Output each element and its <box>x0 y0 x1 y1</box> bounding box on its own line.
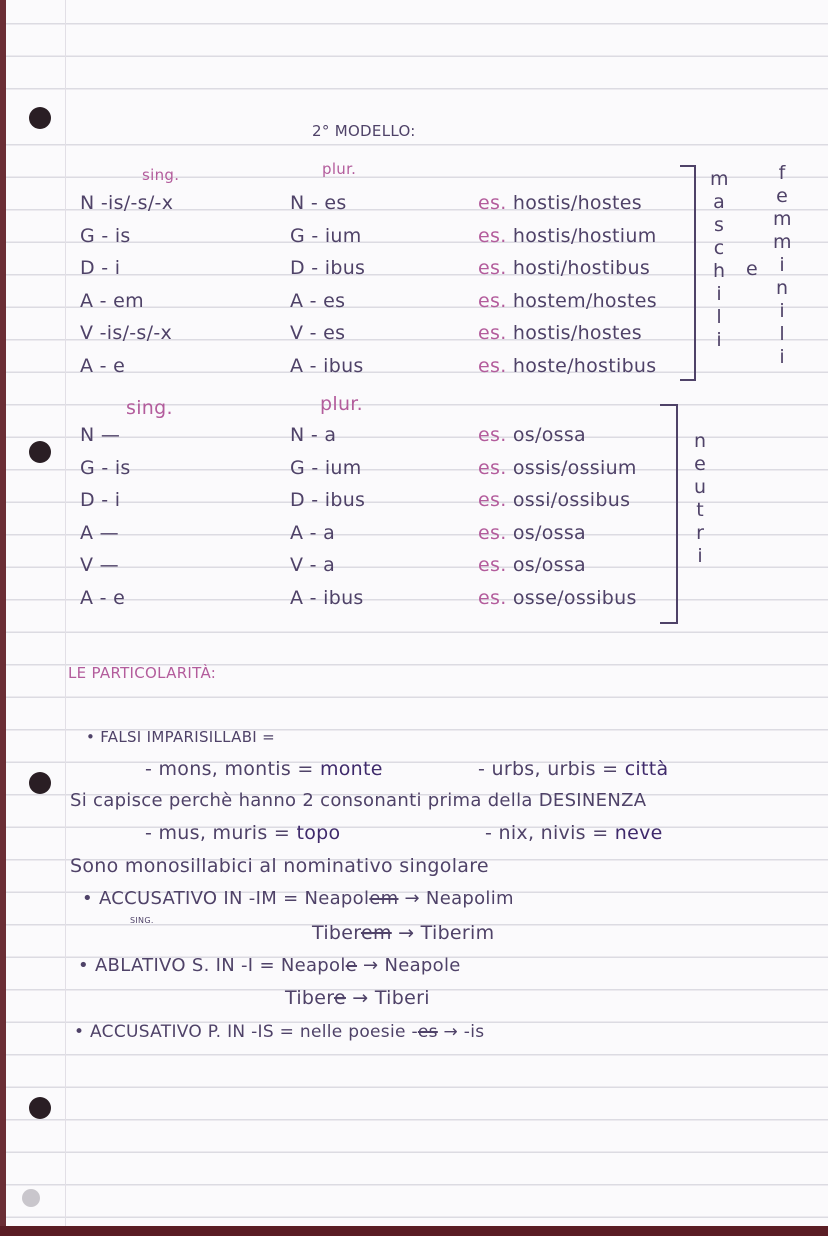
example-meaning: neve <box>614 822 663 844</box>
plur-header: plur. <box>322 160 357 178</box>
crossed-out: e <box>345 955 358 976</box>
bracket <box>660 404 678 624</box>
example <box>478 424 586 446</box>
example-meaning: monte <box>319 758 383 780</box>
plur-ending: G - ium <box>290 456 362 479</box>
example-label: es. <box>478 322 507 345</box>
plur-ending: A - ibus <box>290 587 364 609</box>
example <box>478 355 656 377</box>
example-label: es. <box>478 355 507 377</box>
sing-ending: N -is/-s/-x <box>80 192 174 214</box>
bracket <box>680 165 696 381</box>
gender-and: e <box>746 258 758 280</box>
page-title: 2° MODELLO: <box>312 122 416 140</box>
example-label: es. <box>478 224 507 247</box>
rule-result: → -is <box>437 1022 485 1042</box>
crossed-out: es <box>417 1022 438 1042</box>
sing-ending: A — <box>80 521 119 544</box>
example-word: ossi/ossibus <box>512 489 631 512</box>
section-heading: LE PARTICOLARITÀ: <box>68 664 217 682</box>
example-label: es. <box>478 192 507 214</box>
sing-ending: V — <box>80 554 119 577</box>
example-word: ossis/ossium <box>512 456 637 479</box>
sing-note: SING. <box>130 916 154 925</box>
example-word: hostem/hostes <box>512 289 657 312</box>
sing-ending: G - is <box>80 456 131 479</box>
rule-result: → Neapole <box>357 955 461 976</box>
plur-ending: G - ium <box>290 224 362 247</box>
example-label: es. <box>478 424 507 446</box>
sing-ending: D - i <box>80 489 121 512</box>
example-label: es. <box>478 456 507 479</box>
example <box>478 587 637 609</box>
example <box>478 489 630 511</box>
binder-hole <box>29 1097 51 1119</box>
gender-maschili: m a s c h i l i <box>710 168 729 351</box>
rule-result: → Neapolim <box>398 888 514 909</box>
example-label: es. <box>478 554 507 577</box>
plur-ending: A - ibus <box>290 355 364 377</box>
example <box>478 192 642 214</box>
sing-header: sing. <box>142 166 180 184</box>
margin-line <box>65 0 66 1226</box>
plur-ending: N - a <box>290 424 337 446</box>
crossed-out: em <box>369 888 399 909</box>
binder-hole <box>22 1189 40 1207</box>
rule-text: • ACCUSATIVO IN -IM = Neapol <box>82 888 370 909</box>
crossed-out: em <box>360 922 392 944</box>
example-meaning: città <box>624 758 669 780</box>
example-label: es. <box>478 489 507 512</box>
example-word: hostis/hostes <box>512 192 642 214</box>
example <box>478 257 650 279</box>
example-text: - urbs, urbis = <box>478 758 625 780</box>
binder-hole <box>29 441 51 463</box>
plur-ending: A - a <box>290 521 336 544</box>
plur-ending: D - ibus <box>290 257 366 280</box>
plur-ending: N - es <box>290 192 347 214</box>
falsi-imparisillabi: • FALSI IMPARISILLABI = <box>86 728 275 746</box>
sing-ending: N — <box>80 424 121 446</box>
example-label: es. <box>478 521 507 544</box>
example-word: osse/ossibus <box>512 587 637 609</box>
example <box>478 225 657 247</box>
sing-header: sing. <box>126 397 173 419</box>
rule-text: • ABLATIVO S. IN -I = Neapol <box>78 955 346 976</box>
example-text: - nix, nivis = <box>485 822 615 844</box>
example-label: es. <box>478 587 507 609</box>
example-word: os/ossa <box>512 521 586 544</box>
example <box>478 457 637 479</box>
example <box>478 522 586 544</box>
sing-ending: V -is/-s/-x <box>80 322 173 345</box>
gender-femminili: f e m m i n i l i <box>773 162 792 368</box>
crossed-out: e <box>333 987 346 1009</box>
sing-ending: D - i <box>80 257 121 280</box>
rule-text: Tiber <box>285 987 334 1009</box>
example-word: os/ossa <box>512 424 586 446</box>
note: Si capisce perchè hanno 2 consonanti prima della DESINENZA <box>70 790 647 811</box>
note: Sono monosillabici al nominativo singolare <box>70 855 489 877</box>
example <box>478 290 657 312</box>
rule-result: → Tiberim <box>391 922 495 944</box>
plur-ending: D - ibus <box>290 489 366 512</box>
page-bottom-edge <box>0 1226 828 1236</box>
example-word: hostis/hostium <box>512 224 657 247</box>
sing-ending: A - e <box>80 355 126 377</box>
rule-text: Tiber <box>312 922 361 944</box>
plur-ending: A - es <box>290 289 346 312</box>
gender-neutri: n e u t r i <box>693 430 707 567</box>
example <box>478 554 586 576</box>
example-text: - mus, muris = <box>145 822 297 844</box>
sing-ending: A - em <box>80 289 144 312</box>
example-word: hosti/hostibus <box>512 257 651 280</box>
example-word: hoste/hostibus <box>512 355 657 377</box>
example <box>478 322 642 344</box>
example-label: es. <box>478 257 507 280</box>
example-meaning: topo <box>296 822 341 844</box>
example-word: hostis/hostes <box>512 322 642 345</box>
example-label: es. <box>478 289 507 312</box>
page-edge <box>0 0 6 1236</box>
rule-text: • ACCUSATIVO P. IN -IS = nelle poesie - <box>74 1022 418 1042</box>
example-text: - mons, montis = <box>145 758 320 780</box>
rule-result: → Tiberi <box>345 987 430 1009</box>
plur-ending: V - es <box>290 322 346 345</box>
sing-ending: G - is <box>80 224 131 247</box>
plur-header: plur. <box>320 393 363 415</box>
sing-ending: A - e <box>80 587 126 609</box>
notebook-page <box>6 0 828 1226</box>
binder-hole <box>29 772 51 794</box>
binder-hole <box>29 107 51 129</box>
example-word: os/ossa <box>512 554 586 577</box>
plur-ending: V - a <box>290 554 336 577</box>
